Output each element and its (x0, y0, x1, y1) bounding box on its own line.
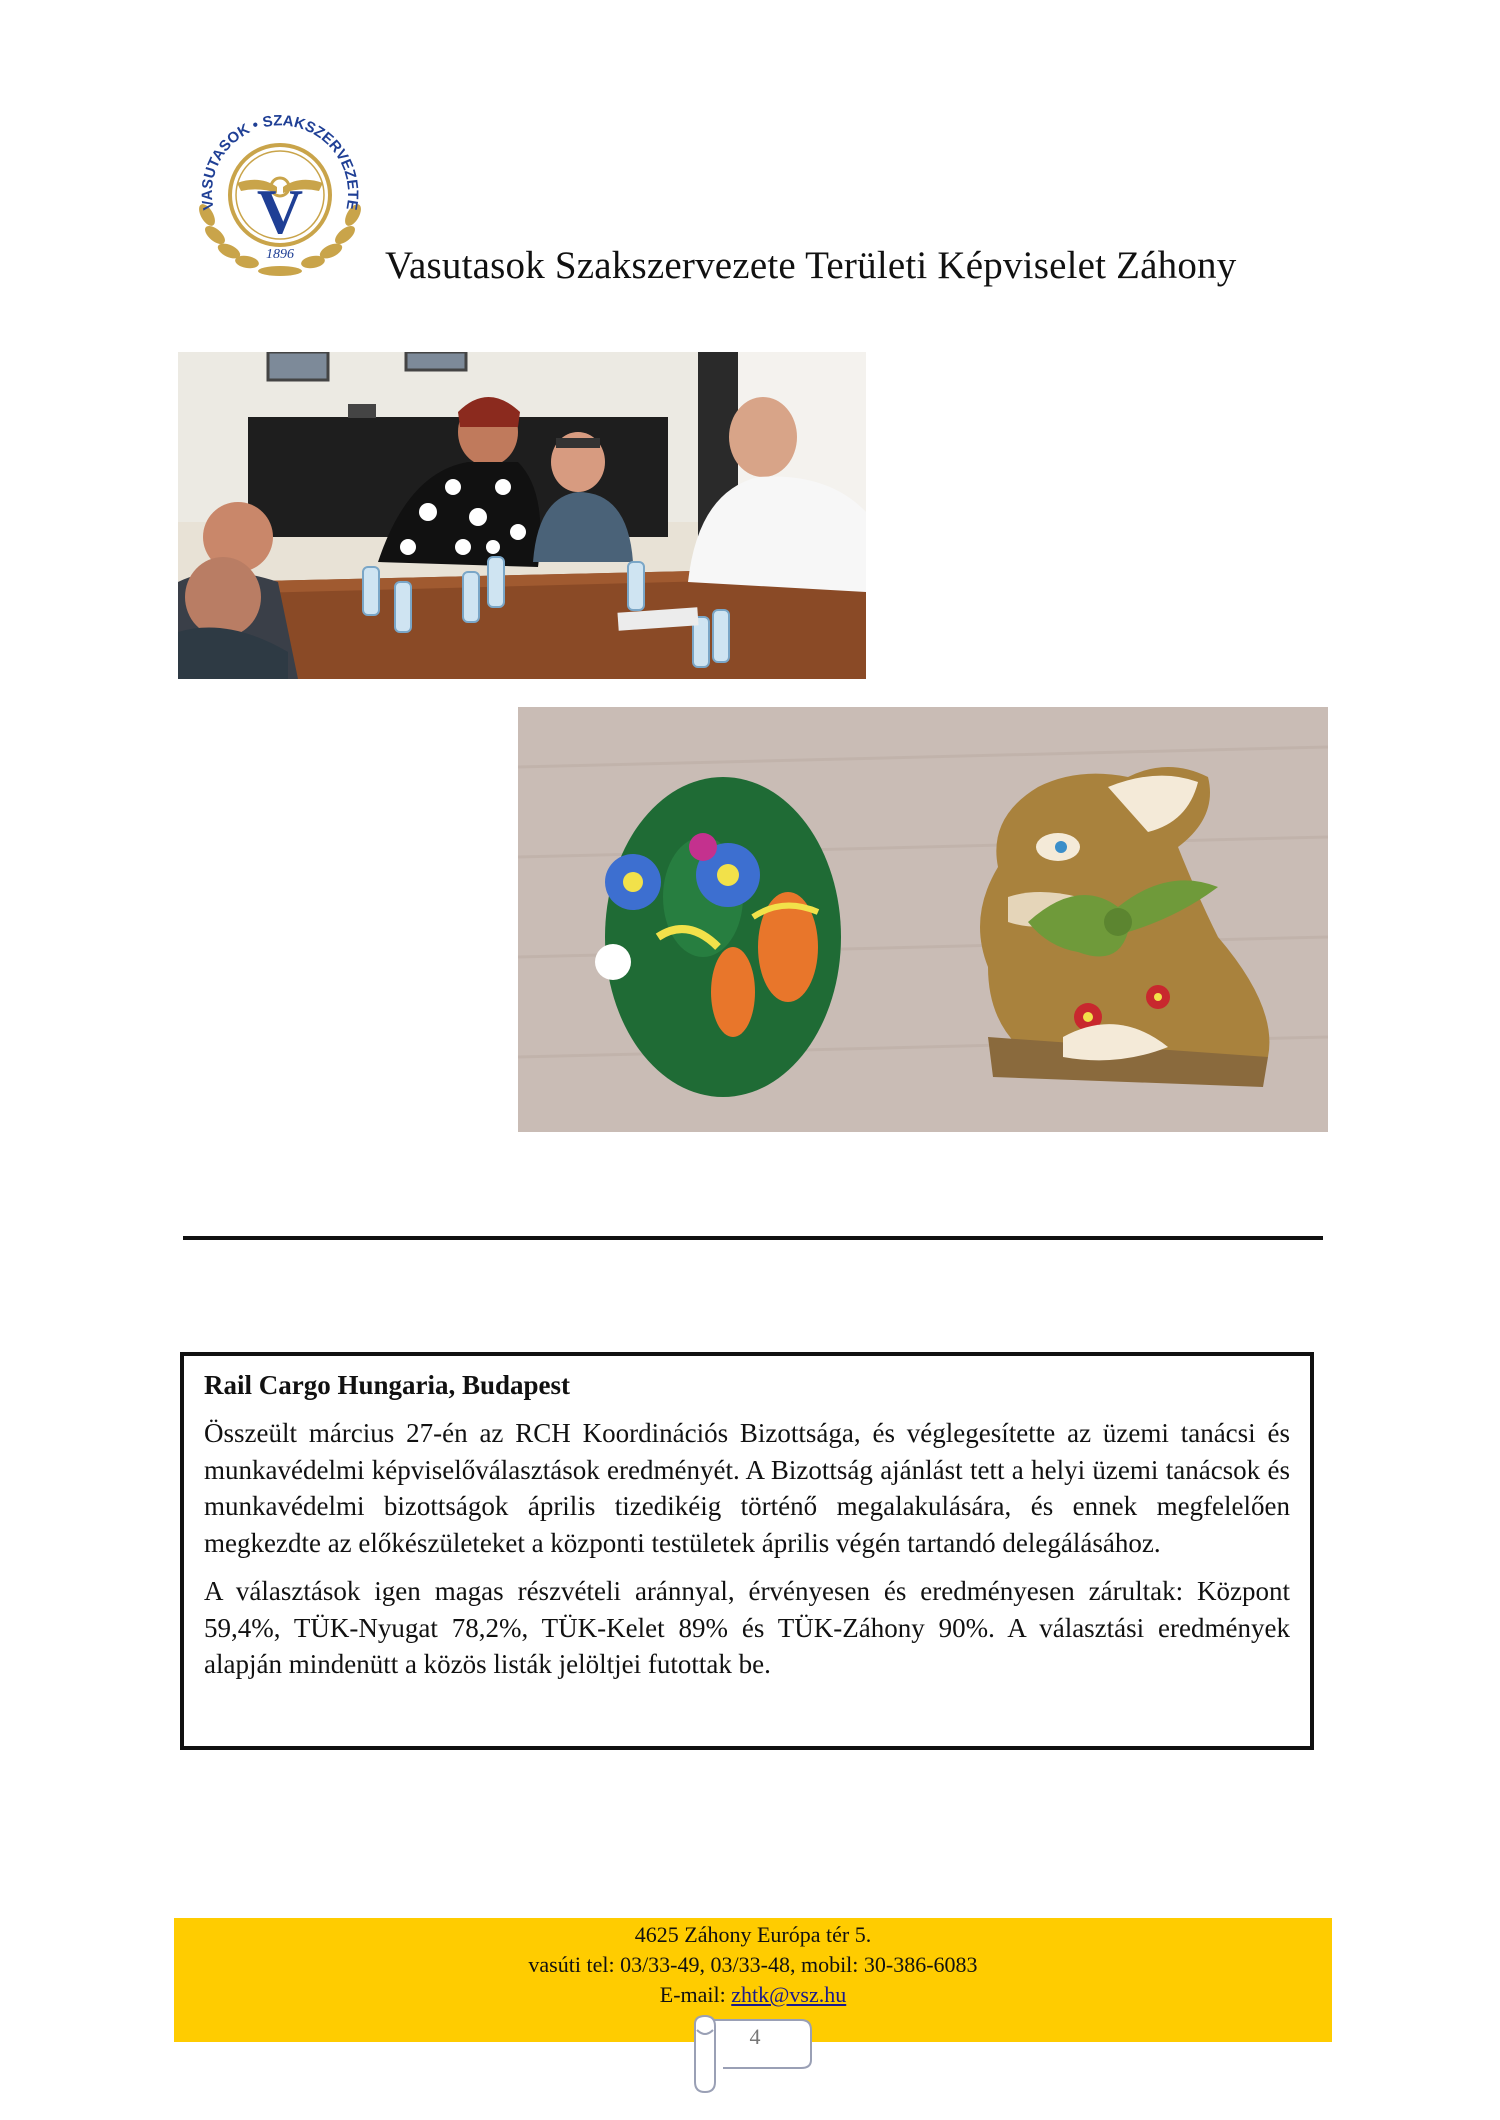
logo-letter: V (256, 176, 304, 247)
footer-phones: vasúti tel: 03/33-49, 03/33-48, mobil: 30-386-6083 (528, 1952, 978, 1977)
logo-arc-text: VASUTASOK • SZAKSZERVEZETE (198, 112, 362, 212)
footer-email-line (174, 1980, 1332, 2010)
meeting-photo (178, 352, 866, 679)
section-divider (183, 1236, 1323, 1240)
union-logo (185, 95, 375, 280)
article-paragraph-1: Összeült március 27-én az RCH Koordinációs Bizottsága, és véglegesítette az üzemi tanácsi és munkavédelmi képviselőválasztások eredményét. A Bizottság ajánlást tett a helyi üzemi tanácsok és munkavédelmi bizottságok április tizedikéig történő megalakulására, és ennek megfelelően megkezdte az előkészületeket a központi testületek április végén tartandó delegálásához. (204, 1418, 1290, 1558)
footer-email-link[interactable]: zhtk@vsz.hu (731, 1982, 847, 2007)
logo-year: 1896 (266, 247, 294, 262)
article-paragraph-2: A választások igen magas részvételi aránnyal, érvényesen és eredményesen zárultak: Központ 59,4%, TÜK-Nyugat 78,2%, TÜK-Kelet 89% és TÜK-Záhony 90%. A választási eredmények alapján mindenütt a közös listák jelöltjei futottak be. (204, 1576, 1290, 1679)
article-title: Rail Cargo Hungaria, Budapest (204, 1370, 571, 1400)
article-box (180, 1352, 1314, 1750)
easter-chocolates-photo (518, 707, 1328, 1132)
footer-email-label: E-mail: (659, 1982, 732, 2007)
organization-title: Vasutasok Szakszervezete Területi Képviselet Záhony (385, 244, 1237, 287)
page-number: 4 (749, 2024, 761, 2049)
footer-address: 4625 Záhony Európa tér 5. (634, 1922, 872, 1947)
page-number-scroll-icon (683, 2010, 823, 2096)
